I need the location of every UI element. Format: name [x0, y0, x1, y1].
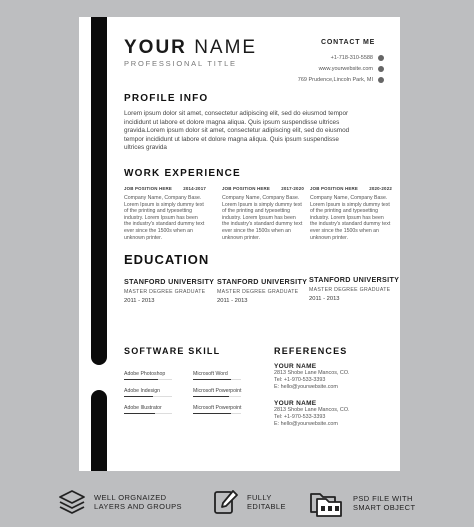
skill-track [124, 396, 172, 397]
profile-text: Lorem ipsum dolor sit amet, consectetur adipiscing elit, sed do eiusmod tempor incididunt ut labore et dolore magna aliqua. Quis ipsum suspendisse ultrices gravida.Lorem ipsum dolor sit amet, consectetur adipiscing elit, sed do eiusmod tempor incididunt ut labore et dolore magna aliqua. Quis ipsum suspendisse ultrices gravida [124, 110, 350, 152]
job-entry [124, 186, 206, 241]
globe-icon [378, 66, 384, 72]
reference-address: 2813 Shobe Lane Mancos, CO. [274, 407, 350, 413]
reference-phone: Tel: +1-970-533-3393 [274, 414, 326, 421]
job-years: 2014-2017 [183, 186, 206, 191]
accent-bar-bottom [91, 390, 107, 471]
reference-entry [274, 363, 384, 392]
contact-phone: +1-718-310-5588 [330, 55, 373, 61]
skill-label: Adobe Photoshop [124, 371, 166, 377]
reference-email: E: hello@yourwebsite.com [274, 421, 338, 428]
reference-name: YOUR NAME [274, 400, 317, 407]
skill-label: Microsoft Powerpoint [193, 388, 242, 394]
feature-label: WELL ORGNAIZED LAYERS AND GROUPS [94, 493, 182, 511]
job-description: Company Name, Company Base. Lorem Ipsum is simply dummy text of the printing and typesetting industry. Lorem Ipsum has been the industry's standard dummy text ever since the 1500s when an unknown printer. [310, 195, 391, 241]
skill-label: Microsoft Word [193, 371, 228, 377]
job-description: Company Name, Company Base. Lorem Ipsum is simply dummy text of the printing and typesetting industry. Lorem Ipsum has been the industry's standard dummy text ever since the 1500s when an unknown printer. [222, 195, 303, 241]
skill-track [124, 413, 172, 414]
job-description: Company Name, Company Base. Lorem Ipsum is simply dummy text of the printing and typesetting industry. Lorem Ipsum has been the industry's standard dummy text ever since the 1500s when an unknown printer. [124, 195, 205, 241]
reference-address: 2813 Shobe Lane Mancos, CO. [274, 370, 350, 376]
feature-psd [309, 488, 415, 518]
degree: MASTER DEGREE GRADUATE [124, 289, 206, 295]
school-name: STANFORD UNIVERSITY [217, 277, 308, 286]
job-position: JOB POSITION HERE [310, 186, 359, 191]
full-name: YOUR NAME [124, 37, 258, 58]
job-years: 2017-2020 [281, 186, 304, 191]
skill-track [193, 379, 241, 380]
skill-track [193, 413, 241, 414]
skill-level [193, 379, 231, 380]
degree: MASTER DEGREE GRADUATE [217, 289, 299, 295]
school-name: STANFORD UNIVERSITY [309, 275, 400, 284]
pencil-icon [213, 488, 239, 516]
degree: MASTER DEGREE GRADUATE [309, 287, 391, 293]
skills-heading: SOFTWARE SKILL [124, 346, 221, 356]
skill-item [124, 371, 174, 380]
education-years: 2011 - 2013 [124, 298, 155, 304]
education-years: 2011 - 2013 [309, 296, 340, 302]
skill-track [124, 379, 172, 380]
contact-address: 769 Prudence,Lincoln Park, MI [297, 77, 373, 83]
school-name: STANFORD UNIVERSITY [124, 277, 215, 286]
work-heading: WORK EXPERIENCE [124, 168, 241, 179]
feature-layers [58, 488, 182, 516]
job-position: JOB POSITION HERE [124, 186, 173, 191]
job-entry [222, 186, 304, 241]
reference-email: E: hello@yourwebsite.com [274, 384, 338, 391]
skill-item [193, 405, 243, 414]
skill-level [124, 413, 155, 414]
job-entry [310, 186, 392, 241]
skill-item [124, 388, 174, 397]
education-entry [309, 275, 409, 302]
education-years: 2011 - 2013 [217, 298, 248, 304]
feature-label: FULLY EDITABLE [247, 493, 286, 511]
skill-item [193, 388, 243, 397]
skill-item [193, 371, 243, 380]
references-heading: REFERENCES [274, 346, 348, 356]
skill-label: Microsoft Powerpoint [193, 405, 242, 411]
skill-track [193, 396, 241, 397]
skill-level [193, 396, 229, 397]
education-entry [124, 277, 224, 304]
location-icon [378, 77, 384, 83]
accent-bar-top [91, 17, 107, 365]
feature-label: PSD FILE WITH SMART OBJECT [353, 494, 416, 512]
feature-editable [213, 488, 286, 516]
phone-icon [378, 55, 384, 61]
education-entry [217, 277, 317, 304]
skill-item [124, 405, 174, 414]
job-position: JOB POSITION HERE [222, 186, 271, 191]
reference-name: YOUR NAME [274, 363, 317, 370]
layers-icon [58, 488, 86, 516]
skill-level [124, 396, 153, 397]
skill-label: Adobe Indesign [124, 388, 161, 394]
job-years: 2020-2022 [369, 186, 392, 191]
reference-phone: Tel: +1-970-533-3393 [274, 377, 326, 384]
education-heading: EDUCATION [124, 252, 210, 267]
skill-level [193, 413, 231, 414]
contact-website: www.yourwebsite.com [318, 66, 373, 72]
contact-heading: CONTACT ME [321, 39, 376, 46]
skill-label: Adobe Illustrator [124, 405, 162, 411]
folders-icon [309, 488, 345, 518]
professional-title: PROFESSIONAL TITLE [124, 59, 237, 68]
skill-level [124, 379, 158, 380]
reference-entry [274, 400, 384, 429]
profile-heading: PROFILE INFO [124, 93, 209, 104]
